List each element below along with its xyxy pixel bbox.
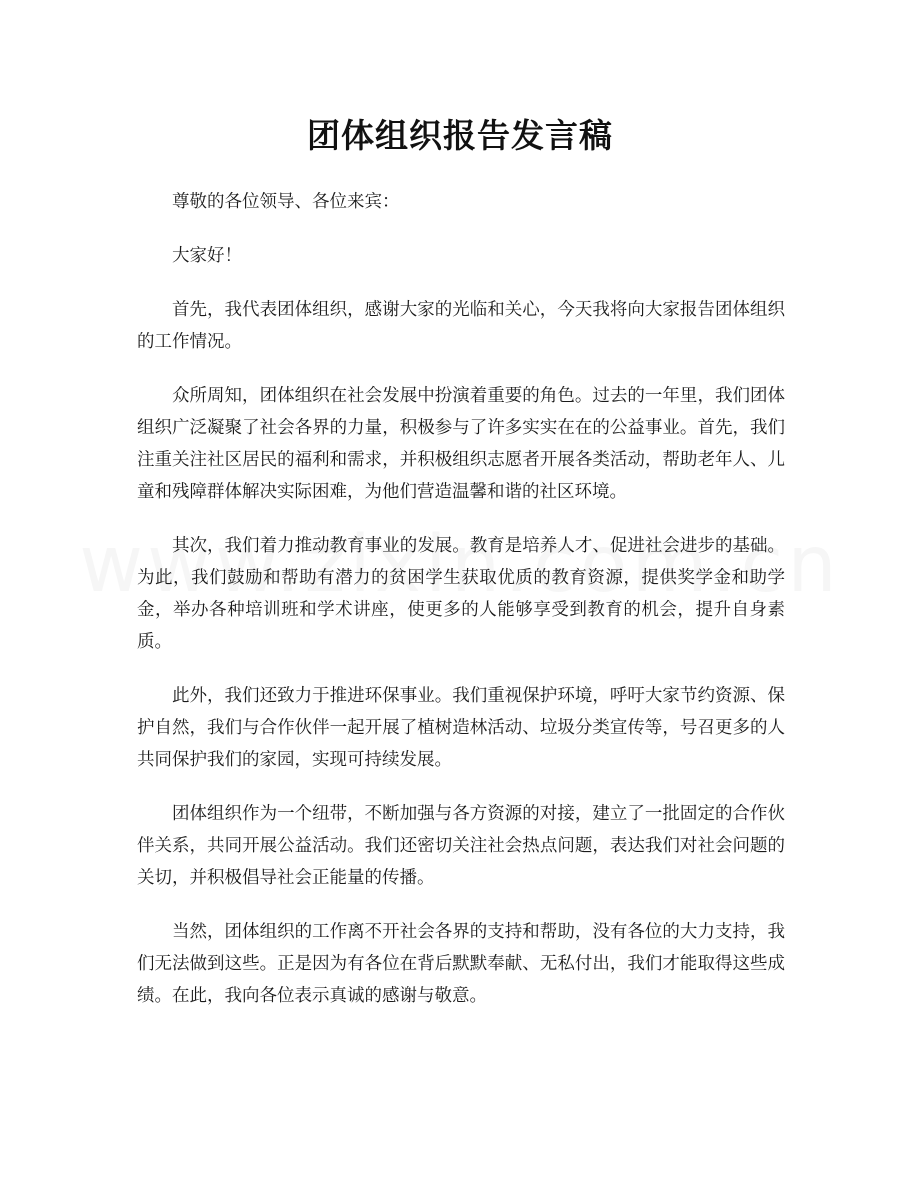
paragraph: 其次，我们着力推动教育事业的发展。教育是培养人才、促进社会进步的基础。为此，我们鼓励和帮助有潜力的贫困学生获取优质的教育资源，提供奖学金和助学金，举办各种培训班和学术讲座，使更多的人能够享受到教育的机会，提升自身素质。	[137, 536, 785, 652]
page-title: 团体组织报告发言稿	[307, 116, 613, 155]
greeting: 大家好！	[172, 246, 242, 266]
paragraph: 当然，团体组织的工作离不开社会各界的支持和帮助，没有各位的大力支持，我们无法做到这些。正是因为有各位在背后默默奉献、无私付出，我们才能取得这些成绩。在此，我向各位表示真诚的感谢与敬意。	[137, 922, 785, 1006]
salutation: 尊敬的各位领导、各位来宾：	[172, 192, 400, 212]
paragraph: 首先，我代表团体组织，感谢大家的光临和关心，今天我将向大家报告团体组织的工作情况。	[137, 300, 785, 352]
paragraph: 众所周知，团体组织在社会发展中扮演着重要的角色。过去的一年里，我们团体组织广泛凝聚了社会各界的力量，积极参与了许多实实在在的公益事业。首先，我们注重关注社区居民的福利和需求，并积极组织志愿者开展各类活动，帮助老年人、儿童和残障群体解决实际困难，为他们营造温馨和谐的社区环境。	[137, 386, 785, 502]
paragraph: 此外，我们还致力于推进环保事业。我们重视保护环境，呼吁大家节约资源、保护自然，我们与合作伙伴一起开展了植树造林活动、垃圾分类宣传等，号召更多的人共同保护我们的家园，实现可持续发展。	[137, 686, 785, 770]
document-body	[137, 186, 785, 1034]
paragraph: 团体组织作为一个纽带，不断加强与各方资源的对接，建立了一批固定的合作伙伴关系，共同开展公益活动。我们还密切关注社会热点问题，表达我们对社会问题的关切，并积极倡导社会正能量的传播。	[137, 804, 785, 888]
